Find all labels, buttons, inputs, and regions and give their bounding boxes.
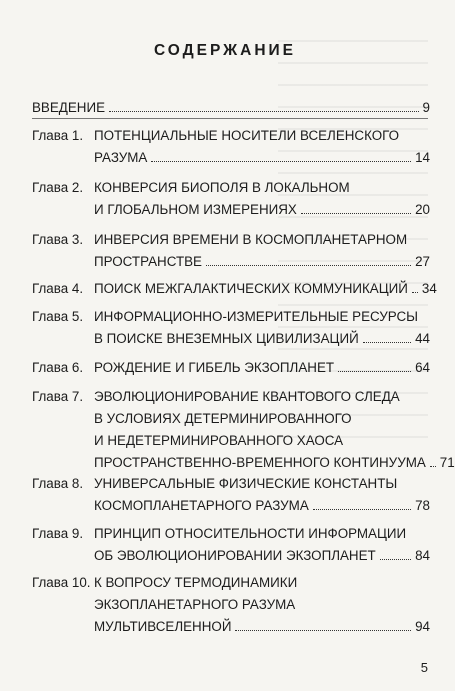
dot-leader <box>206 265 411 266</box>
chapter-title-line: КОСМОПЛАНЕТАРНОГО РАЗУМА <box>94 498 309 513</box>
chapter-title-last-line <box>94 328 430 350</box>
chapter-title-last-line <box>94 251 430 273</box>
chapter-label: Глава 9. <box>32 526 84 541</box>
chapter-title-last-line <box>32 97 430 119</box>
chapter-label: Глава 8. <box>32 476 84 491</box>
toc-page-number: 34 <box>421 281 437 296</box>
chapter-title-line: ОБ ЭВОЛЮЦИОНИРОВАНИИ ЭКЗОПЛАНЕТ <box>94 548 376 563</box>
dot-leader <box>412 292 418 293</box>
dot-leader <box>151 161 411 162</box>
toc-page-number: 27 <box>415 254 430 269</box>
chapter-title-line: ПОИСК МЕЖГАЛАКТИЧЕСКИХ КОММУНИКАЦИЙ <box>94 281 408 296</box>
chapter-title <box>94 306 430 350</box>
chapter-title-last-line <box>94 545 430 567</box>
page-number: 5 <box>420 660 428 675</box>
toc-page-number: 71 <box>439 455 455 470</box>
chapter-title <box>32 97 430 119</box>
chapter-title-last-line <box>94 278 437 300</box>
toc-page-number: 9 <box>422 100 430 115</box>
chapter-title-line: К ВОПРОСУ ТЕРМОДИНАМИКИ <box>94 575 298 590</box>
chapter-title-line: В ПОИСКЕ ВНЕЗЕМНЫХ ЦИВИЛИЗАЦИЙ <box>94 331 359 346</box>
chapter-title-line: РАЗУМА <box>94 150 148 165</box>
chapter-title-line: КОНВЕРСИЯ БИОПОЛЯ В ЛОКАЛЬНОМ <box>94 180 350 195</box>
chapter-label: Глава 3. <box>32 232 84 247</box>
chapter-title <box>94 386 455 474</box>
toc-page-number: 44 <box>415 331 430 346</box>
chapter-label: Глава 5. <box>32 309 84 324</box>
chapter-title-last-line <box>94 147 430 169</box>
toc-page-number: 14 <box>415 150 430 165</box>
chapter-label: Глава 1. <box>32 128 84 143</box>
chapter-title <box>94 278 437 300</box>
chapter-title-last-line <box>94 199 430 221</box>
chapter-label: Глава 10. <box>32 575 91 590</box>
chapter-title-line: ПРИНЦИП ОТНОСИТЕЛЬНОСТИ ИНФОРМАЦИИ <box>94 526 407 541</box>
dot-leader <box>338 371 411 372</box>
toc-page-number: 84 <box>415 548 430 563</box>
dot-leader <box>109 111 419 112</box>
dot-leader <box>301 213 411 214</box>
chapter-title-line: ВВЕДЕНИЕ <box>32 100 106 115</box>
chapter-title-line: И ГЛОБАЛЬНОМ ИЗМЕРЕНИЯХ <box>94 202 297 217</box>
dot-leader <box>430 466 436 467</box>
chapter-title-line: ЭВОЛЮЦИОНИРОВАНИЕ КВАНТОВОГО СЛЕДА <box>94 389 400 404</box>
toc-page-number: 94 <box>415 619 430 634</box>
dot-leader <box>235 630 411 631</box>
dot-leader <box>380 559 411 560</box>
chapter-title-last-line <box>94 452 455 474</box>
chapter-title <box>94 473 430 517</box>
chapter-title-line: ПРОСТРАНСТВЕННО-ВРЕМЕННОГО КОНТИНУУМА <box>94 455 426 470</box>
toc-page-number: 20 <box>415 202 430 217</box>
chapter-title <box>94 523 430 567</box>
chapter-title <box>94 177 430 221</box>
chapter-title-line: РОЖДЕНИЕ И ГИБЕЛЬ ЭКЗОПЛАНЕТ <box>94 360 335 375</box>
chapter-title-last-line <box>94 616 430 638</box>
chapter-title-line: ЭКЗОПЛАНЕТАРНОГО РАЗУМА <box>94 597 296 612</box>
chapter-title-line: В УСЛОВИЯХ ДЕТЕРМИНИРОВАННОГО <box>94 411 352 426</box>
chapter-label: Глава 6. <box>32 360 84 375</box>
chapter-title-line: ПОТЕНЦИАЛЬНЫЕ НОСИТЕЛИ ВСЕЛЕНСКОГО <box>94 128 400 143</box>
chapter-title-last-line <box>94 357 430 379</box>
toc-page-number: 64 <box>415 360 430 375</box>
dot-leader <box>363 342 411 343</box>
chapter-label: Глава 7. <box>32 389 84 404</box>
chapter-title <box>94 357 430 379</box>
chapter-title-line: ПРОСТРАНСТВЕ <box>94 254 202 269</box>
dot-leader <box>313 509 411 510</box>
chapter-title-last-line <box>94 495 430 517</box>
chapter-title-line: И НЕДЕТЕРМИНИРОВАННОГО ХАОСА <box>94 433 344 448</box>
chapter-title-line: ИНФОРМАЦИОННО-ИЗМЕРИТЕЛЬНЫЕ РЕСУРСЫ <box>94 309 419 324</box>
chapter-label: Глава 4. <box>32 281 84 296</box>
chapter-label: Глава 2. <box>32 180 84 195</box>
separator-line <box>32 118 428 119</box>
toc-page-number: 78 <box>415 498 430 513</box>
chapter-title-line: УНИВЕРСАЛЬНЫЕ ФИЗИЧЕСКИЕ КОНСТАНТЫ <box>94 476 398 491</box>
chapter-title <box>94 229 430 273</box>
chapter-title-line: МУЛЬТИВСЕЛЕННОЙ <box>94 619 232 634</box>
page-title: СОДЕРЖАНИЕ <box>153 42 297 59</box>
chapter-title <box>94 125 430 169</box>
chapter-title-line: ИНВЕРСИЯ ВРЕМЕНИ В КОСМОПЛАНЕТАРНОМ <box>94 232 408 247</box>
chapter-title <box>94 572 430 638</box>
